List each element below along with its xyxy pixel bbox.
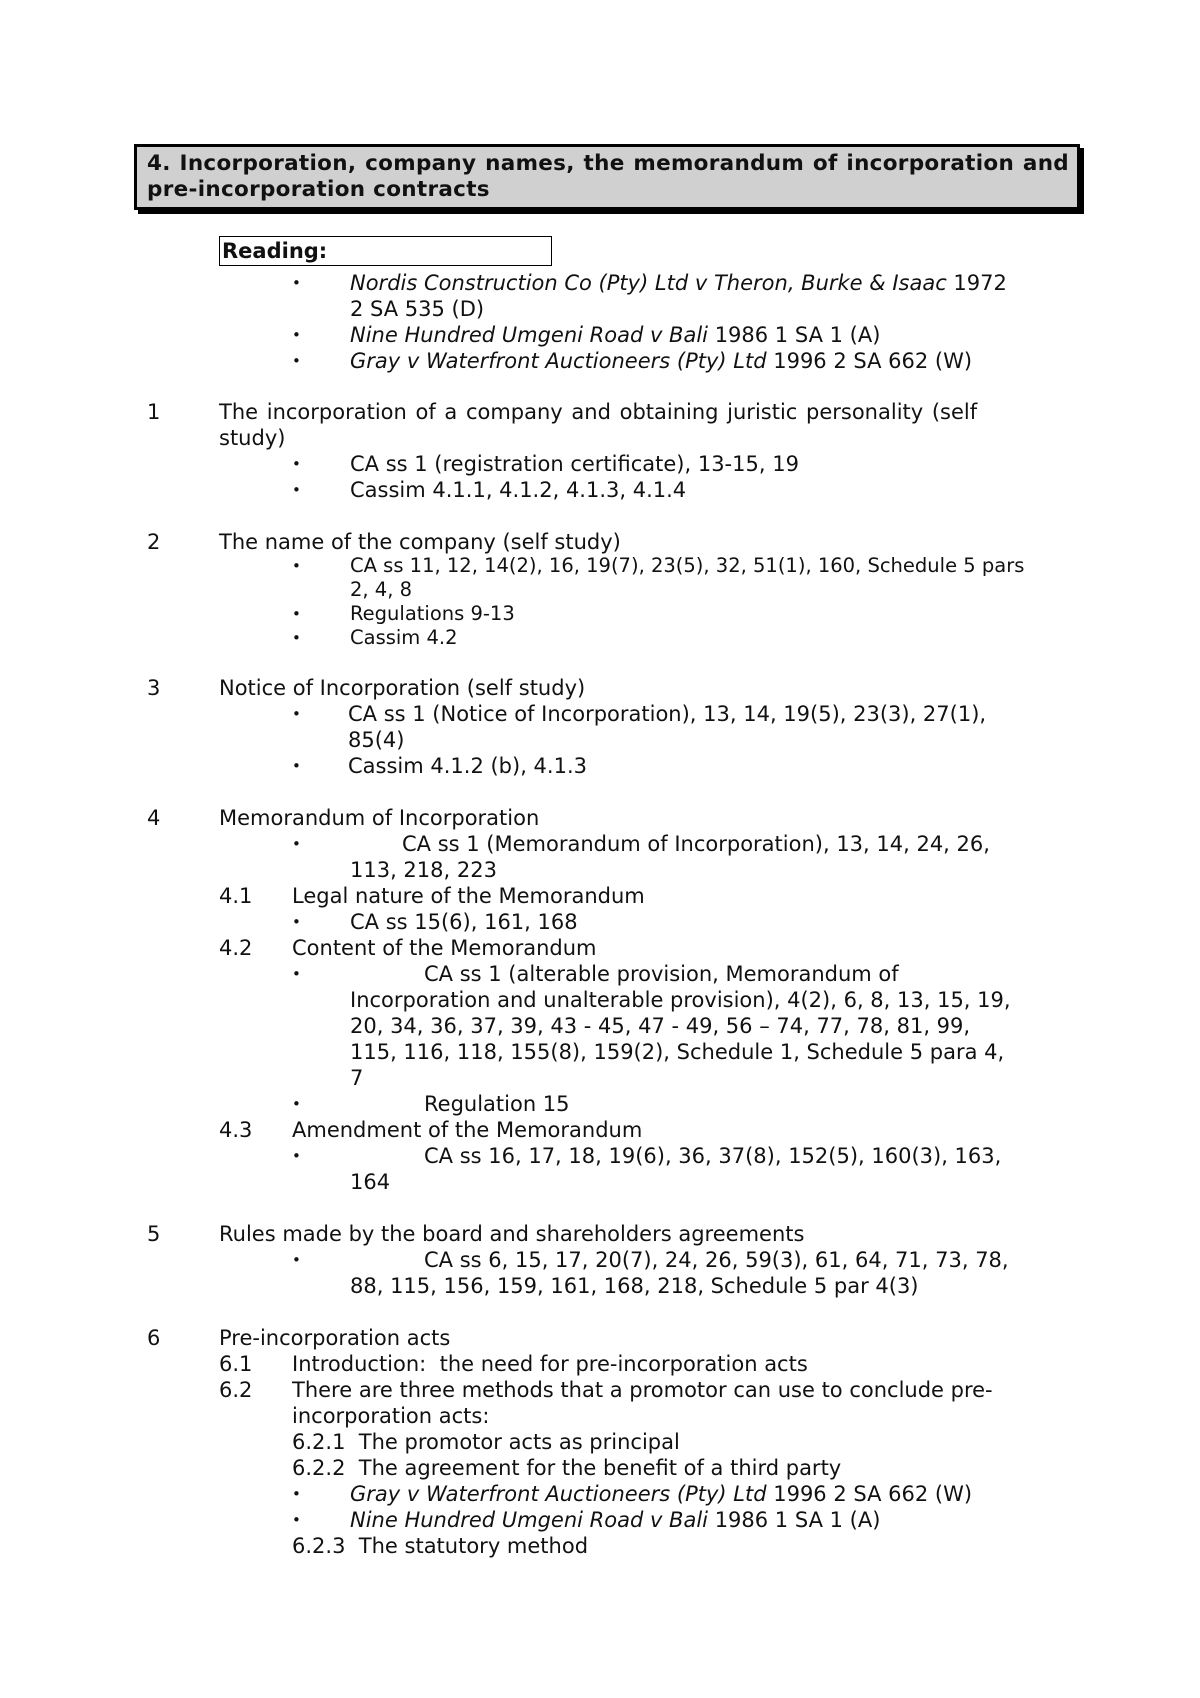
bullet-icon: • <box>292 352 301 370</box>
case-cite: 1996 2 SA 662 (W) <box>766 349 973 373</box>
section-heading: Notice of Incorporation (self study) <box>219 676 586 700</box>
list-item-cont: Incorporation and unalterable provision), 4(2), 6, 8, 13, 15, 19, <box>350 988 1011 1012</box>
case-name: Nine Hundred Umgeni Road v Bali <box>350 323 709 347</box>
bullet-icon: • <box>292 705 301 723</box>
bullet-icon: • <box>292 605 301 623</box>
list-item-cont: 85(4) <box>348 728 405 752</box>
list-item: CA ss 1 (Memorandum of Incorporation), 13, 14, 24, 26, <box>402 832 990 856</box>
subsection-number: 6.2 <box>219 1378 253 1402</box>
list-item: CA ss 15(6), 161, 168 <box>350 910 578 934</box>
section-heading: Rules made by the board and shareholders agreements <box>219 1222 805 1246</box>
reading-label: Reading: <box>222 239 328 263</box>
section-title: 4. Incorporation, company names, the memorandum of incorporation and pre-incorporation contracts <box>147 151 1069 202</box>
list-item-cont: 88, 115, 156, 159, 161, 168, 218, Schedule 5 par 4(3) <box>350 1274 919 1298</box>
list-item: CA ss 11, 12, 14(2), 16, 19(7), 23(5), 32, 51(1), 160, Schedule 5 pars <box>350 554 1025 577</box>
list-item: Cassim 4.1.1, 4.1.2, 4.1.3, 4.1.4 <box>350 478 687 502</box>
subsection-heading: Introduction: the need for pre-incorporation acts <box>292 1352 808 1376</box>
bullet-icon: • <box>292 1095 301 1113</box>
section-heading: The name of the company (self study) <box>219 530 621 554</box>
list-item-cont: 7 <box>350 1066 364 1090</box>
bullet-icon: • <box>292 913 301 931</box>
case-cite: 1996 2 SA 662 (W) <box>766 1482 973 1506</box>
case-citation <box>350 1507 880 1533</box>
case-name: Nine Hundred Umgeni Road v Bali <box>350 1508 709 1532</box>
subsection-number: 4.3 <box>219 1118 253 1142</box>
case-cite: 1986 1 SA 1 (A) <box>708 323 881 347</box>
section-heading: The incorporation of a company and obtaining juristic personality (self <box>219 400 978 424</box>
subsection-heading: Amendment of the Memorandum <box>292 1118 643 1142</box>
section-number: 1 <box>147 400 161 424</box>
section-heading-cont: study) <box>219 426 286 450</box>
bullet-icon: • <box>292 455 301 473</box>
subsection-heading: There are three methods that a promotor can use to conclude pre- <box>292 1378 993 1402</box>
section-heading: Pre-incorporation acts <box>219 1326 451 1350</box>
list-item: CA ss 6, 15, 17, 20(7), 24, 26, 59(3), 61, 64, 71, 73, 78, <box>424 1248 1009 1272</box>
method-item: 6.2.2 The agreement for the benefit of a third party <box>292 1456 842 1480</box>
list-item: CA ss 1 (alterable provision, Memorandum of <box>424 962 899 986</box>
subsection-heading: Content of the Memorandum <box>292 936 597 960</box>
list-item: Regulations 9-13 <box>350 602 515 625</box>
list-item-cont: 20, 34, 36, 37, 39, 43 - 45, 47 - 49, 56 – 74, 77, 78, 81, 99, <box>350 1014 971 1038</box>
case-citation <box>350 322 880 348</box>
bullet-icon: • <box>292 274 301 292</box>
section-number: 5 <box>147 1222 161 1246</box>
reading-box <box>219 236 552 266</box>
bullet-icon: • <box>292 1251 301 1269</box>
bullet-icon: • <box>292 965 301 983</box>
case-citation-cont: 2 SA 535 (D) <box>350 297 485 321</box>
bullet-icon: • <box>292 757 301 775</box>
case-name: Gray v Waterfront Auctioneers (Pty) Ltd <box>350 349 767 373</box>
bullet-icon: • <box>292 1485 301 1503</box>
list-item-cont: 115, 116, 118, 155(8), 159(2), Schedule 1, Schedule 5 para 4, <box>350 1040 1005 1064</box>
bullet-icon: • <box>292 629 301 647</box>
case-citation <box>350 1481 972 1507</box>
list-item: Regulation 15 <box>424 1092 570 1116</box>
case-citation <box>350 270 1007 296</box>
subsection-number: 4.2 <box>219 936 253 960</box>
method-item: 6.2.1 The promotor acts as principal <box>292 1430 680 1454</box>
list-item: Cassim 4.2 <box>350 626 458 649</box>
section-number: 4 <box>147 806 161 830</box>
case-citation <box>350 348 972 374</box>
subsection-heading: Legal nature of the Memorandum <box>292 884 645 908</box>
list-item: Cassim 4.1.2 (b), 4.1.3 <box>348 754 587 778</box>
bullet-icon: • <box>292 1147 301 1165</box>
list-item: CA ss 1 (Notice of Incorporation), 13, 14, 19(5), 23(3), 27(1), <box>348 702 987 726</box>
subsection-number: 4.1 <box>219 884 253 908</box>
section-number: 6 <box>147 1326 161 1350</box>
list-item: CA ss 1 (registration certificate), 13-15, 19 <box>350 452 799 476</box>
section-number: 3 <box>147 676 161 700</box>
section-title-box <box>134 144 1080 210</box>
bullet-icon: • <box>292 835 301 853</box>
section-heading: Memorandum of Incorporation <box>219 806 540 830</box>
subsection-heading-cont: incorporation acts: <box>292 1404 490 1428</box>
subsection-number: 6.1 <box>219 1352 253 1376</box>
list-item-cont: 2, 4, 8 <box>350 578 413 601</box>
bullet-icon: • <box>292 326 301 344</box>
list-item-cont: 164 <box>350 1170 391 1194</box>
case-name: Gray v Waterfront Auctioneers (Pty) Ltd <box>350 1482 767 1506</box>
list-item: CA ss 16, 17, 18, 19(6), 36, 37(8), 152(5), 160(3), 163, <box>424 1144 1002 1168</box>
bullet-icon: • <box>292 481 301 499</box>
case-cite: 1972 <box>946 271 1007 295</box>
case-cite: 1986 1 SA 1 (A) <box>708 1508 881 1532</box>
method-item: 6.2.3 The statutory method <box>292 1534 589 1558</box>
case-name: Nordis Construction Co (Pty) Ltd v Theron, Burke & Isaac <box>350 271 947 295</box>
bullet-icon: • <box>292 1511 301 1529</box>
section-number: 2 <box>147 530 161 554</box>
bullet-icon: • <box>292 557 301 575</box>
list-item-cont: 113, 218, 223 <box>350 858 497 882</box>
